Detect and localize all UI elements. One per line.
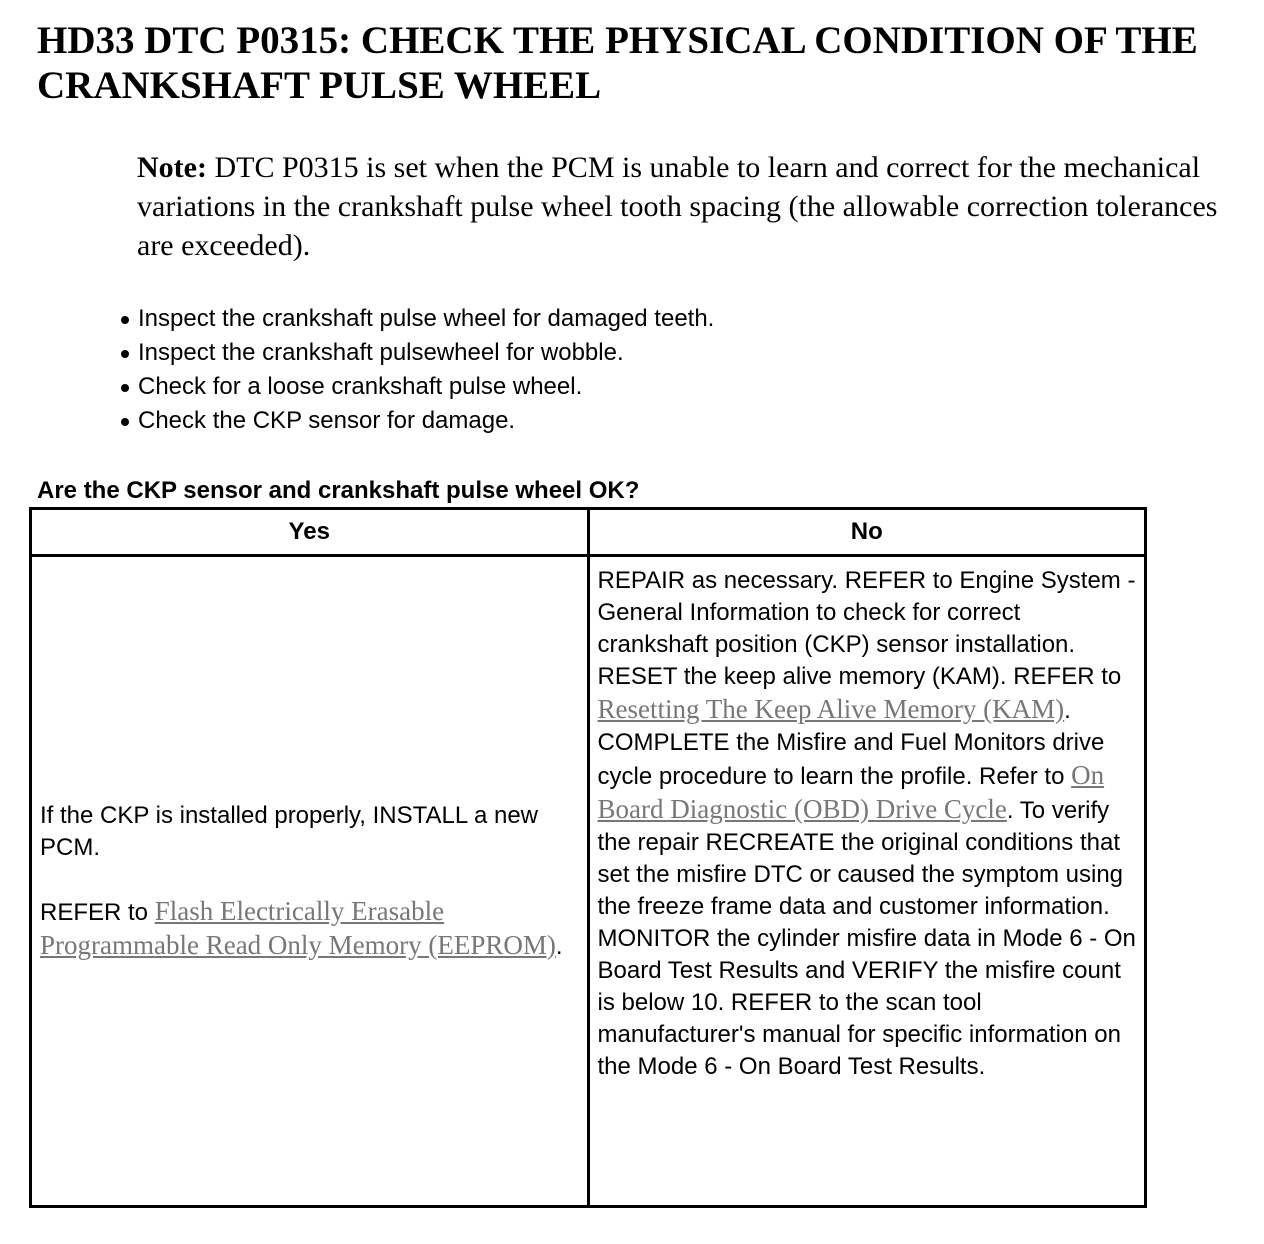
yes-cell: [31, 556, 589, 1207]
inspection-list: [118, 302, 714, 438]
page-title: HD33 DTC P0315: CHECK THE PHYSICAL CONDITION OF THE CRANKSHAFT PULSE WHEEL: [37, 19, 1198, 107]
table-row: [31, 556, 1146, 1207]
refer-prefix: REFER to: [40, 898, 155, 926]
refer-suffix: .: [555, 932, 563, 960]
no-text-part2: . COMPLETE the Misfire and Fuel Monitors drive cycle procedure to learn the profile. Refer to: [597, 697, 1105, 790]
list-item-text: Inspect the crankshaft pulsewheel for wobble.: [138, 339, 624, 366]
yes-instruction: If the CKP is installed properly, INSTALL a new PCM.: [40, 801, 539, 861]
list-item-text: Check for a loose crankshaft pulse wheel.: [138, 373, 583, 400]
list-item-text: Check the CKP sensor for damage.: [138, 407, 516, 434]
note-label: Note:: [137, 151, 207, 184]
list-item: [118, 370, 714, 404]
note-text: DTC P0315 is set when the PCM is unable to learn and correct for the mechanical variations in the crankshaft pulse wheel tooth spacing (the allowable correction tolerances are exceeded).: [137, 151, 1218, 262]
bullet-icon: [121, 316, 129, 324]
yes-header: Yes: [31, 509, 589, 556]
note-paragraph: [137, 148, 1237, 265]
list-item: [118, 302, 714, 336]
reset-kam-link[interactable]: Resetting The Keep Alive Memory (KAM): [597, 694, 1065, 724]
obd-drive-cycle-link[interactable]: On Board Diagnostic (OBD) Drive Cycle: [597, 760, 1105, 824]
eeprom-flash-link[interactable]: Flash Electrically Erasable Programmable Read Only Memory (EEPROM): [40, 895, 556, 960]
no-cell: [588, 556, 1146, 1207]
yes-refer: [40, 895, 579, 963]
no-header: No: [588, 509, 1146, 556]
table-header-row: [31, 509, 1146, 556]
no-text-part1: REPAIR as necessary. REFER to Engine System - General Information to check for correct crankshaft position (CKP) sensor installation. RESET the keep alive memory (KAM). REFER to: [597, 567, 1136, 690]
bullet-icon: [121, 384, 129, 392]
list-item: [118, 404, 714, 438]
bullet-icon: [121, 418, 129, 426]
list-item: [118, 336, 714, 370]
bullet-icon: [121, 350, 129, 358]
decision-question: Are the CKP sensor and crankshaft pulse wheel OK?: [37, 477, 640, 504]
no-text-part3: . To verify the repair RECREATE the original conditions that set the misfire DTC or caused the symptom using the freeze frame data and customer information. MONITOR the cylinder misfire data in Mode 6 - On Board Test Results and VERIFY the misfire count is below 10. REFER to the scan tool manufacturer's manual for specific information on the Mode 6 - On Board Test Results.: [597, 797, 1136, 1080]
decision-table: [29, 507, 1147, 1208]
list-item-text: Inspect the crankshaft pulse wheel for damaged teeth.: [138, 305, 715, 332]
